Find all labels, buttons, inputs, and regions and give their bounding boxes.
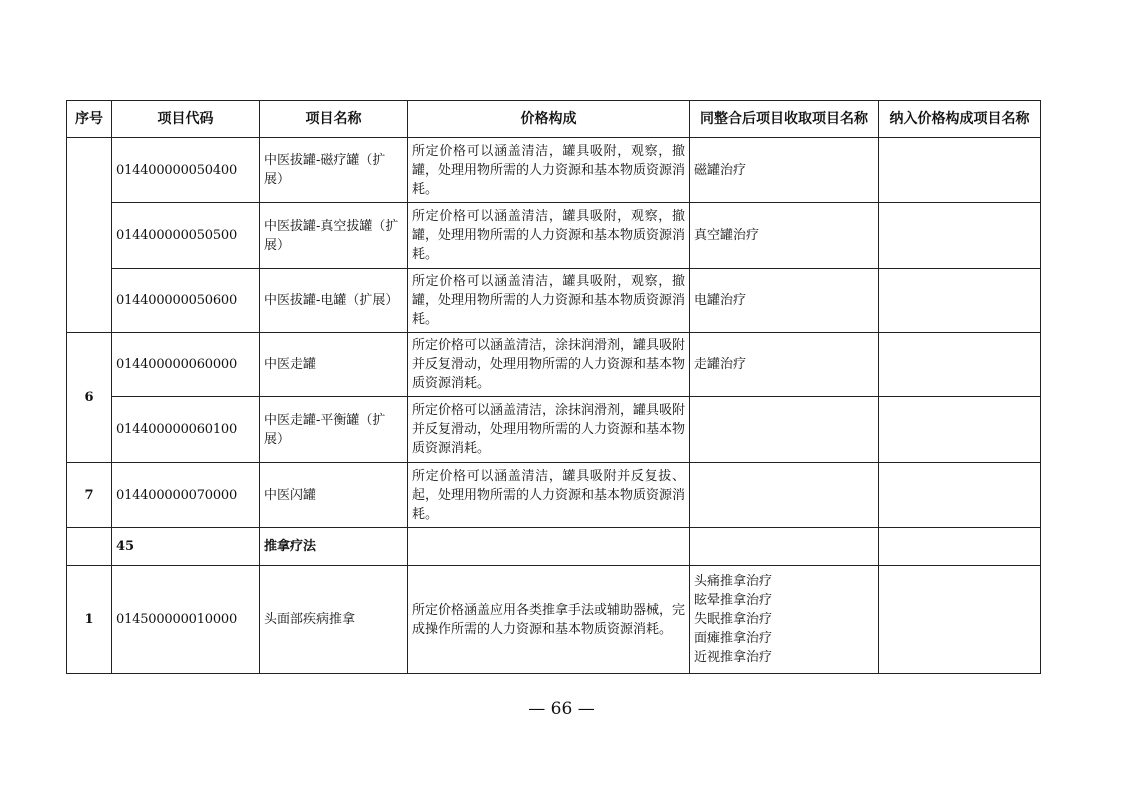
table-row [67, 269, 1041, 333]
price-table [66, 100, 1041, 674]
composition-cell [408, 528, 690, 566]
header-included-name: 纳入价格构成项目名称 [879, 101, 1041, 138]
composition-cell: 所定价格可以涵盖清洁，涂抹润滑剂，罐具吸附并反复滑动，处理用物所需的人力资源和基本物质资源消耗。 [408, 397, 690, 463]
included-name-cell [879, 566, 1041, 674]
seq-cell: 1 [67, 566, 112, 674]
header-code: 项目代码 [112, 101, 260, 138]
group-code-cell: 45 [112, 528, 260, 566]
table-row [67, 138, 1041, 203]
included-name-cell [879, 397, 1041, 463]
included-name-cell [879, 203, 1041, 269]
merged-name-cell [690, 463, 879, 528]
table-row [67, 463, 1041, 528]
code-cell: 014400000060000 [112, 333, 260, 397]
merged-name-cell: 电罐治疗 [690, 269, 879, 333]
merged-name-item: 近视推拿治疗 [694, 650, 773, 665]
group-row [67, 528, 1041, 566]
included-name-cell [879, 528, 1041, 566]
seq-cell: 6 [67, 333, 112, 463]
code-cell: 014400000060100 [112, 397, 260, 463]
seq-cell [67, 138, 112, 333]
page-number: — 66 — [528, 699, 595, 719]
merged-name-cell: 走罐治疗 [690, 333, 879, 397]
merged-name-cell: 磁罐治疗 [690, 138, 879, 203]
seq-cell: 7 [67, 463, 112, 528]
seq-cell [67, 528, 112, 566]
table-row [67, 203, 1041, 269]
code-cell: 014400000050500 [112, 203, 260, 269]
name-cell: 中医走罐-平衡罐（扩展） [260, 397, 408, 463]
name-cell: 中医拔罐-电罐（扩展） [260, 269, 408, 333]
merged-name-cell: 真空罐治疗 [690, 203, 879, 269]
composition-cell: 所定价格可以涵盖清洁，罐具吸附，观察，撤罐，处理用物所需的人力资源和基本物质资源消耗。 [408, 269, 690, 333]
merged-name-item: 失眠推拿治疗 [694, 612, 773, 627]
included-name-cell [879, 333, 1041, 397]
composition-cell: 所定价格可以涵盖清洁，罐具吸附，观察，撤罐，处理用物所需的人力资源和基本物质资源消耗。 [408, 203, 690, 269]
header-merged-name: 同整合后项目收取项目名称 [690, 101, 879, 138]
composition-cell: 所定价格涵盖应用各类推拿手法或辅助器械，完成操作所需的人力资源和基本物质资源消耗。 [408, 566, 690, 674]
merged-name-list [690, 566, 879, 674]
header-seq: 序号 [67, 101, 112, 138]
code-cell: 014400000050400 [112, 138, 260, 203]
name-cell: 中医闪罐 [260, 463, 408, 528]
included-name-cell [879, 463, 1041, 528]
included-name-cell [879, 269, 1041, 333]
header-name: 项目名称 [260, 101, 408, 138]
name-cell: 头面部疾病推拿 [260, 566, 408, 674]
group-name-cell: 推拿疗法 [260, 528, 408, 566]
code-cell: 014400000070000 [112, 463, 260, 528]
composition-cell: 所定价格可以涵盖清洁，涂抹润滑剂，罐具吸附并反复滑动，处理用物所需的人力资源和基本物质资源消耗。 [408, 333, 690, 397]
name-cell: 中医走罐 [260, 333, 408, 397]
header-composition: 价格构成 [408, 101, 690, 138]
table-header-row [67, 101, 1041, 138]
name-cell: 中医拔罐-真空拔罐（扩展） [260, 203, 408, 269]
table-row [67, 397, 1041, 463]
merged-name-item: 头痛推拿治疗 [694, 574, 773, 589]
merged-name-cell [690, 528, 879, 566]
merged-name-item: 眩晕推拿治疗 [694, 593, 773, 608]
table-row [67, 333, 1041, 397]
composition-cell: 所定价格可以涵盖清洁，罐具吸附并反复拔、起，处理用物所需的人力资源和基本物质资源消耗。 [408, 463, 690, 528]
included-name-cell [879, 138, 1041, 203]
table-row [67, 566, 1041, 674]
composition-cell: 所定价格可以涵盖清洁，罐具吸附，观察，撤罐，处理用物所需的人力资源和基本物质资源消耗。 [408, 138, 690, 203]
name-cell: 中医拔罐-磁疗罐（扩展） [260, 138, 408, 203]
code-cell: 014400000050600 [112, 269, 260, 333]
code-cell: 014500000010000 [112, 566, 260, 674]
merged-name-item: 面瘫推拿治疗 [694, 631, 773, 646]
merged-name-cell [690, 397, 879, 463]
